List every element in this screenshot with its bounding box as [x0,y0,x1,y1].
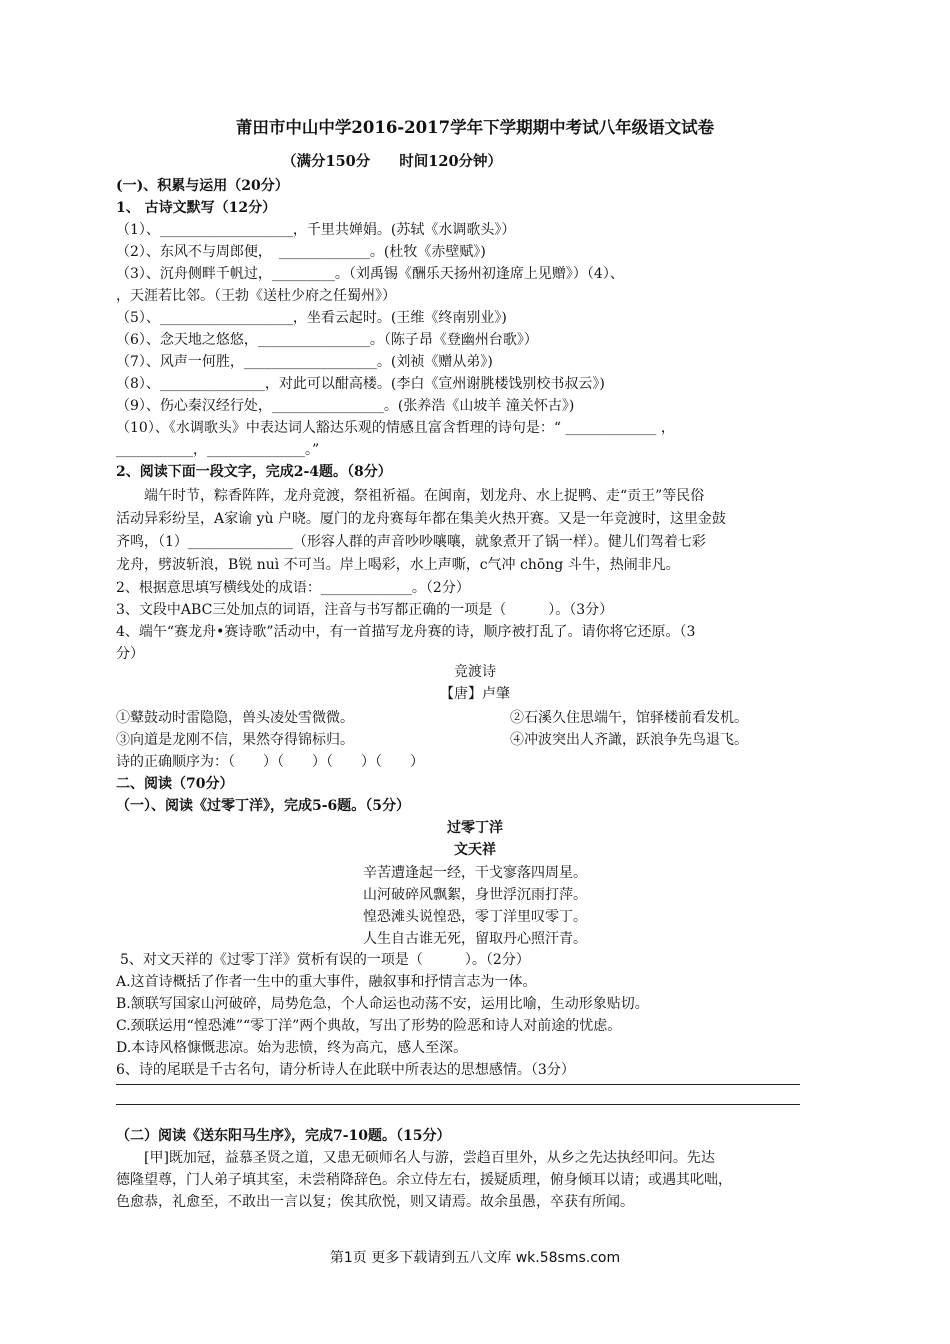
poem1-option-3: ③向道是龙刚不信，果然夺得锦标归。 [116,732,354,748]
q1-heading: 1、 古诗文默写（12分） [116,200,277,216]
poem1-author: 【唐】卢肇 [440,686,510,702]
part1-heading: （一）、阅读《过零丁洋》，完成5-6题。（5分） [116,798,411,814]
recite-line-11: ___________，______________。” [116,442,320,458]
recite-line-6: （6）、念天地之悠悠，________________。（陈子昂《登幽州台歌》） [116,332,538,348]
poem2-line-1: 辛苦遭逢起一经，干戈寥落四周星。 [363,865,587,881]
passage-line-4: 龙舟，劈波斩浪，B锐 nuì 不可当。岸上喝彩，水上声嘶，c气冲 chōng 斗牛，热闹非凡。 [116,557,680,573]
recite-line-4: ，天涯若比邻。（王勃《送杜少府之任蜀州》） [116,288,396,304]
q5-option-a: A.这首诗概括了作者一生中的重大事件，融叙事和抒情言志为一体。 [116,974,537,990]
q5-option-c: C.颈联运用“惶恐滩”“零丁洋”两个典故，写出了形势的险恶和诗人对前途的忧虑。 [116,1018,622,1034]
recite-line-7: （7）、风声一何胜，___________________。(刘祯《赠从弟》) [116,354,493,370]
recite-line-2: （2）、东风不与周郎便， _____________。(杜牧《赤壁赋》) [116,244,486,260]
poem2-line-3: 惶恐滩头说惶恐，零丁洋里叹零丁。 [363,909,587,925]
q2-heading: 2、阅读下面一段文字，完成2-4题。（8分） [116,464,392,480]
recite-line-10: （10）、《水调歌头》中表达词人豁达乐观的情感且富含哲理的诗句是：“ _____________ ， [116,420,675,436]
poem1-option-2: ②石溪久住思端午，馆驿楼前看发机。 [510,710,748,726]
section2-heading: 二、阅读（70分） [116,776,234,792]
poem2-line-4: 人生自古谁无死，留取丹心照汗青。 [363,931,587,947]
recite-line-8: （8）、_______________，对此可以酣高楼。(李白《宣州谢朓楼饯别校书叔云》) [116,376,605,392]
poem1-order: 诗的正确顺序为：（ ）（ ）（ ）（ ） [116,754,424,770]
answer-line-1 [116,1084,800,1085]
recite-line-5: （5）、___________________，坐看云起时。(王维《终南别业》) [116,310,507,326]
q4-question-cont: 分） [116,646,144,662]
part2-passage-line-3: 色愈恭，礼愈至，不敢出一言以复；俟其欣悦，则又请焉。故余虽愚，卒获有所闻。 [116,1194,634,1210]
poem2-title: 过零丁洋 [447,820,503,836]
poem2-author: 文天祥 [454,842,496,858]
passage-line-2: 活动异彩纷呈，A家谕 yù 户晓。厦门的龙舟赛每年都在集美火热开赛。又是一年竞渡时，这里金鼓 [116,511,726,527]
page-title: 莆田市中山中学2016-2017学年下学期期中考试八年级语文试卷 [235,118,715,137]
q3-question: 3、文段中ABC三处加点的词语，注音与书写都正确的一项是（ ）。（3分） [116,602,614,618]
recite-line-3: （3）、沉舟侧畔千帆过，_________。（刘禹锡《酬乐天扬州初逢席上见赠》）（4）、 [116,266,624,282]
part2-heading: （二）阅读《送东阳马生序》，完成7-10题。（15分） [116,1128,451,1144]
q5-option-b: B.颔联写国家山河破碎，局势危急，个人命运也动荡不安，运用比喻，生动形象贴切。 [116,996,649,1012]
recite-line-9: （9）、伤心秦汉经行处，________________。(张养浩《山坡羊 潼关怀古》) [116,398,575,414]
part2-passage-line-2: 德隆望尊，门人弟子填其室，未尝稍降辞色。余立侍左右，援疑质理，俯身倾耳以请；或遇其叱咄， [116,1172,732,1188]
page-footer: 第1页 更多下载请到五八文库 wk.58sms.com [329,1250,621,1266]
poem1-option-1: ①鼙鼓动时雷隐隐，兽头凌处雪微微。 [116,710,354,726]
poem2-line-2: 山河破碎风飘絮，身世浮沉雨打萍。 [363,887,587,903]
answer-line-2 [116,1104,800,1105]
section1-heading: (一)、积累与运用（20分） [116,178,289,194]
q5-option-d: D.本诗风格慷慨悲凉。始为悲愤，终为高亢，感人至深。 [116,1040,468,1056]
poem1-option-4: ④冲波突出人齐譀，跃浪争先鸟退飞。 [510,732,748,748]
q2-question: 2、根据意思填写横线处的成语：_____________。（2分） [116,580,470,596]
passage-line-1: 端午时节，粽香阵阵，龙舟竞渡，祭祖祈福。在闽南，划龙舟、水上捉鸭、走“贡王”等民俗 [116,488,705,504]
part2-passage-line-1: [甲]既加冠，益慕圣贤之道，又患无硕师名人与游，尝趋百里外，从乡之先达执经叩问。先达 [116,1150,715,1166]
q6-question: 6、诗的尾联是千古名句，请分析诗人在此联中所表达的思想感情。（3分） [116,1062,575,1078]
q4-question: 4、端午“赛龙舟•赛诗歌”活动中，有一首描写龙舟赛的诗，顺序被打乱了。请你将它还原。（3 [116,624,696,640]
recite-line-1: （1）、___________________，千里共婵娟。(苏轼《水调歌头》） [116,222,516,238]
poem1-title: 竞渡诗 [454,664,496,680]
page-subtitle: （满分150分 时间120分钟） [282,153,503,170]
passage-line-3: 齐鸣，（1）_______________（形容人群的声音吵吵嚷嚷，就象煮开了锅一样）。健儿们驾着七彩 [116,534,706,550]
q5-question: 5、对文天祥的《过零丁洋》赏析有误的一项是（ ）。（2分） [120,952,530,968]
